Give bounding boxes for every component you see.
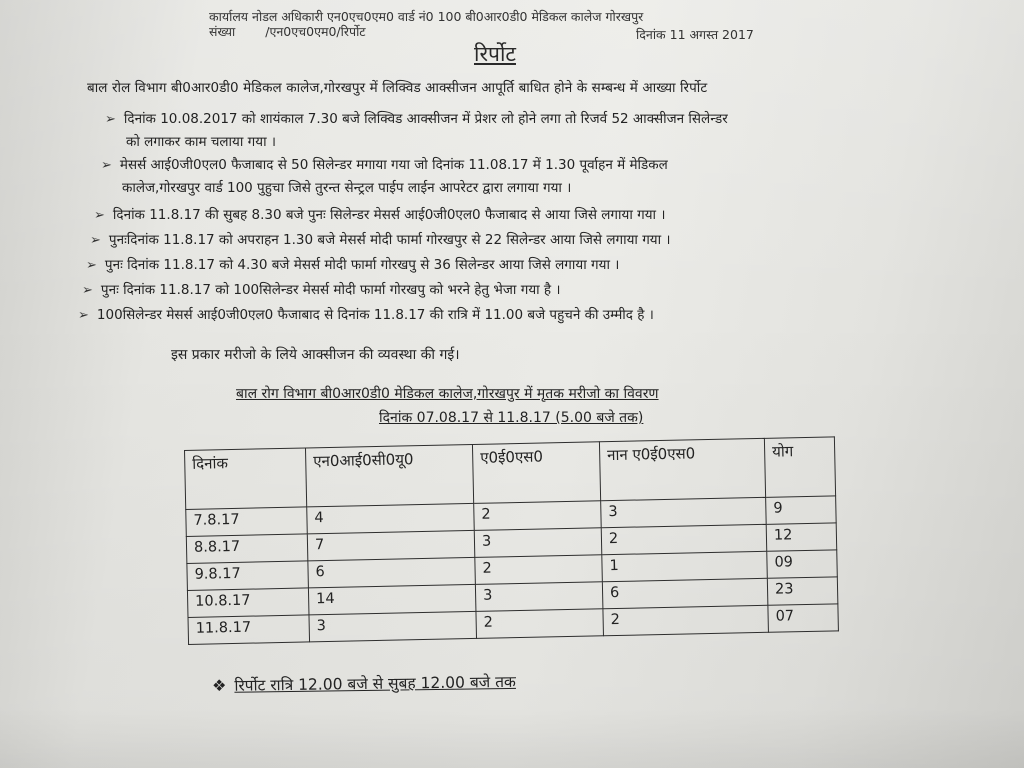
arrow-bullet-icon: ➢	[101, 158, 112, 173]
page-shadow	[0, 708, 1024, 768]
bullet-point: ➢ मेसर्स आई0जी0एल0 फैजाबाद से 50 सिलेन्डर मगाया गया जो दिनांक 11.08.17 में 1.30 पूर्वाहन में मेडिकल कालेज,गोरखपुर वार्ड 100 पुहुचा जिसे तुरन्त सेन्ट्रल पाईप लाईन आपरेटर द्वारा लगाया गया ।	[101, 157, 668, 196]
report-subject: बाल रोल विभाग बी0आर0डी0 मेडिकल कालेज,गोरखपुर में लिक्विड आक्सीजन आपूर्ति बाधित होने के सम्बन्ध में आख्या रिर्पोट	[87, 80, 708, 96]
cell-date: 8.8.17	[186, 534, 308, 564]
cell-non-aes: 6	[602, 578, 768, 608]
report-time-note	[212, 670, 516, 696]
arrow-bullet-icon: ➢	[105, 112, 116, 127]
cell-non-aes: 2	[603, 605, 769, 635]
cell-date: 9.8.17	[187, 561, 309, 591]
bullet-point: ➢ दिनांक 10.08.2017 को शायंकाल 7.30 बजे लिक्विड आक्सीजन में प्रेशर लो होने लगा तो रिजर्व 52 आक्सीजन सिलेन्डर को लगाकर काम चलाया गया ।	[105, 111, 728, 150]
column-header-date: दिनांक	[185, 448, 307, 510]
cell-date: 11.8.17	[188, 615, 310, 645]
column-header-non-aes: नान ए0ई0एस0	[599, 438, 765, 500]
bullet-point: ➢ पुनः दिनांक 11.8.17 को 100सिलेन्डर मेसर्स मोदी फार्मा गोरखपु को भरने हेतु भेजा गया है ।	[82, 282, 561, 298]
cell-total: 09	[767, 550, 838, 578]
cell-nicu: 14	[308, 584, 476, 614]
column-header-total: योग	[764, 437, 835, 497]
cell-date: 7.8.17	[186, 507, 308, 537]
cell-date: 10.8.17	[187, 588, 309, 618]
deaths-table	[184, 436, 839, 645]
arrow-bullet-icon: ➢	[90, 233, 101, 248]
report-time-text: रिर्पोट रात्रि 12.00 बजे से सुबह 12.00 बजे तक	[234, 672, 517, 695]
cell-nicu: 6	[308, 557, 476, 587]
bullet-point: ➢ दिनांक 11.8.17 की सुबह 8.30 बजे पुनः सिलेन्डर मेसर्स आई0जी0एल0 फैजाबाद से आया जिसे लगाया गया ।	[94, 207, 666, 223]
table-title: बाल रोग विभाग बी0आर0डी0 मेडिकल कालेज,गोरखपुर में मृतक मरीजो का विवरण	[236, 386, 659, 402]
cell-aes: 3	[474, 528, 602, 558]
cell-total: 9	[766, 496, 837, 524]
number-label: संख्या	[209, 24, 236, 39]
cell-aes: 3	[475, 582, 603, 612]
cell-non-aes: 3	[601, 497, 767, 527]
cell-nicu: 3	[309, 611, 477, 641]
bullet-point: ➢ 100सिलेन्डर मेसर्स आई0जी0एल0 फैजाबाद से दिनांक 11.8.17 की रात्रि में 11.00 बजे पहुचने की उम्मीद है ।	[78, 307, 654, 323]
cell-non-aes: 1	[602, 551, 768, 581]
cell-aes: 2	[476, 609, 604, 639]
cell-nicu: 7	[307, 530, 475, 560]
closing-statement: इस प्रकार मरीजो के लिये आक्सीजन की व्यवस्था की गई।	[171, 347, 460, 363]
arrow-bullet-icon: ➢	[94, 208, 105, 223]
bullet-point: ➢ पुनः दिनांक 11.8.17 को 4.30 बजे मेसर्स मोदी फार्मा गोरखपु से 36 सिलेन्डर आया जिसे लगाया गया ।	[86, 257, 620, 273]
arrow-bullet-icon: ➢	[78, 308, 89, 323]
column-header-aes: ए0ई0एस0	[472, 442, 600, 504]
header-date: दिनांक 11 अगस्त 2017	[636, 27, 754, 42]
diamond-bullet-icon: ❖	[211, 675, 227, 696]
table-date-range: दिनांक 07.08.17 से 11.8.17 (5.00 बजे तक)	[379, 410, 644, 426]
office-header: कार्यालय नोडल अधिकारी एन0एच0एम0 वार्ड नं0 100 बी0आर0डी0 मेडिकल कालेज गोरखपुर	[209, 9, 644, 24]
column-header-nicu: एन0आई0सी0यू0	[305, 444, 473, 506]
arrow-bullet-icon: ➢	[82, 283, 93, 298]
reference-number	[209, 23, 366, 40]
cell-total: 23	[767, 577, 838, 605]
cell-nicu: 4	[307, 503, 475, 533]
cell-aes: 2	[475, 555, 603, 585]
cell-non-aes: 2	[601, 524, 767, 554]
number-value: /एन0एच0एम0/रिर्पोट	[265, 24, 366, 39]
bullet-point: ➢ पुनःदिनांक 11.8.17 को अपराहन 1.30 बजे मेसर्स मोदी फार्मा गोरखपुर से 22 सिलेन्डर आया जिसे लगाया गया ।	[90, 232, 671, 248]
cell-total: 07	[768, 604, 839, 632]
cell-aes: 2	[474, 501, 602, 531]
page-title: रिर्पोट	[474, 42, 516, 66]
cell-total: 12	[766, 523, 837, 551]
arrow-bullet-icon: ➢	[86, 258, 97, 273]
